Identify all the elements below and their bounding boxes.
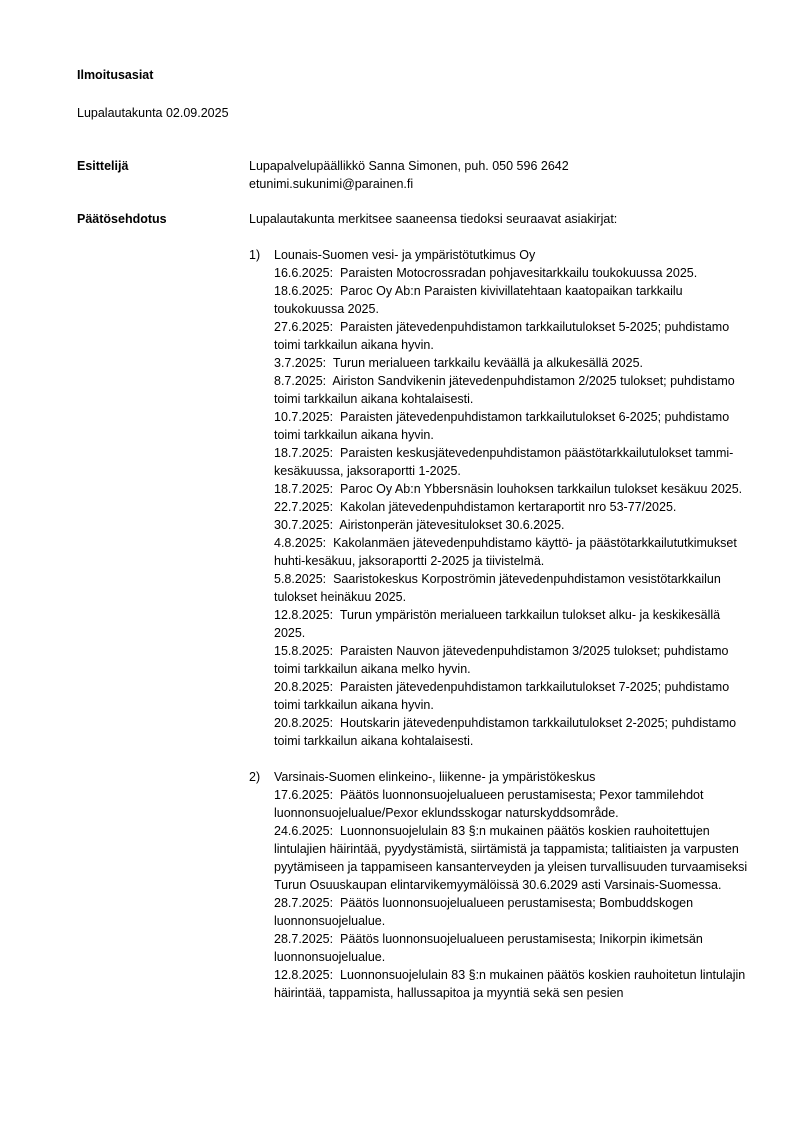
entry-text: Luonnonsuojelulain 83 §:n mukainen päätös koskien rauhoitettujen lintulajien häirintää, pyydystämistä, siirtämistä ja tappamista; talitiaisten ja varpusten pyytämiseen ja tappamiseen kansanterveyden ja yleisen turvallisuuden turvaamiseksi Turun Osuuskaupan elintarvikemyymälöissä 30.6.2029 asti Varsinais-Suomessa. bbox=[274, 824, 748, 892]
entry-date: 12.8.2025: bbox=[274, 968, 334, 982]
entry-text: Päätös luonnonsuojelualueen perustamisesta; Pexor tammilehdot luonnonsuojelualue/Pexor eklundsskogar naturskyddsområde. bbox=[274, 788, 704, 820]
entry-date: 18.6.2025: bbox=[274, 284, 334, 298]
document-heading: Ilmoitusasiat bbox=[77, 68, 154, 82]
entry-date: 20.8.2025: bbox=[274, 716, 334, 730]
document-entry bbox=[274, 966, 749, 1002]
presenter-email: etunimi.sukunimi@parainen.fi bbox=[249, 177, 414, 191]
presenter-label: Esittelijä bbox=[77, 159, 129, 173]
entry-date: 12.8.2025: bbox=[274, 608, 334, 622]
entry-date: 22.7.2025: bbox=[274, 500, 334, 514]
entry-date: 16.6.2025: bbox=[274, 266, 334, 280]
entry-date: 30.7.2025: bbox=[274, 518, 334, 532]
entry-date: 5.8.2025: bbox=[274, 572, 327, 586]
entry-text: Houtskarin jätevedenpuhdistamon tarkkailutulokset 2-2025; puhdistamo toimi tarkkailun aikana kohtalaisesti. bbox=[274, 716, 737, 748]
document-entry bbox=[274, 318, 749, 354]
entry-text: Paraisten jätevedenpuhdistamon tarkkailutulokset 5-2025; puhdistamo toimi tarkkailun aikana hyvin. bbox=[274, 320, 730, 352]
entry-date: 18.7.2025: bbox=[274, 482, 334, 496]
entry-date: 8.7.2025: bbox=[274, 374, 327, 388]
entry-date: 28.7.2025: bbox=[274, 896, 334, 910]
document-list bbox=[249, 246, 749, 1020]
document-entry bbox=[274, 606, 749, 642]
entry-text: Päätös luonnonsuojelualueen perustamisesta; Bombuddskogen luonnonsuojelualue. bbox=[274, 896, 694, 928]
entry-text: Airiston Sandvikenin jätevedenpuhdistamon 2/2025 tulokset; puhdistamo toimi tarkkailun aikana kohtalaisesti. bbox=[274, 374, 735, 406]
entry-date: 20.8.2025: bbox=[274, 680, 334, 694]
entry-date: 10.7.2025: bbox=[274, 410, 334, 424]
entry-date: 17.6.2025: bbox=[274, 788, 334, 802]
document-entry bbox=[274, 498, 749, 516]
entry-text: Paroc Oy Ab:n Ybbersnäsin louhoksen tarkkailun tulokset kesäkuu 2025. bbox=[340, 482, 743, 496]
entry-date: 4.8.2025: bbox=[274, 536, 327, 550]
list-item-body bbox=[274, 768, 749, 1002]
list-item-body bbox=[274, 246, 749, 750]
entry-date: 3.7.2025: bbox=[274, 356, 327, 370]
list-item bbox=[249, 246, 749, 750]
document-entry bbox=[274, 570, 749, 606]
organization-name: Varsinais-Suomen elinkeino-, liikenne- ja ympäristökeskus bbox=[274, 770, 596, 784]
entry-text: Paraisten Nauvon jätevedenpuhdistamon 3/2025 tulokset; puhdistamo toimi tarkkailun aikana melko hyvin. bbox=[274, 644, 729, 676]
document-entry bbox=[274, 894, 749, 930]
entry-date: 28.7.2025: bbox=[274, 932, 334, 946]
entry-text: Paraisten jätevedenpuhdistamon tarkkailutulokset 7-2025; puhdistamo toimi tarkkailun aikana hyvin. bbox=[274, 680, 730, 712]
entry-text: Paraisten keskusjätevedenpuhdistamon päästötarkkailutulokset tammi-kesäkuussa, jaksoraportti 1-2025. bbox=[274, 446, 734, 478]
entry-text: Turun ympäristön merialueen tarkkailun tulokset alku- ja keskikesällä 2025. bbox=[274, 608, 721, 640]
entry-text: Paroc Oy Ab:n Paraisten kivivillatehtaan kaatopaikan tarkkailu toukokuussa 2025. bbox=[274, 284, 683, 316]
document-entry bbox=[274, 930, 749, 966]
document-entry bbox=[274, 714, 749, 750]
entry-date: 18.7.2025: bbox=[274, 446, 334, 460]
entry-text: Luonnonsuojelulain 83 §:n mukainen päätös koskien rauhoitetun lintulajin häirintää, tappamista, hallussapitoa ja myyntiä sekä sen pesien bbox=[274, 968, 746, 1000]
document-entry bbox=[274, 534, 749, 570]
entry-date: 15.8.2025: bbox=[274, 644, 334, 658]
document-entry bbox=[274, 372, 749, 408]
proposal-intro: Lupalautakunta merkitsee saaneensa tiedoksi seuraavat asiakirjat: bbox=[249, 212, 618, 226]
presenter-info bbox=[249, 157, 569, 193]
document-entry bbox=[274, 516, 749, 534]
document-entry bbox=[274, 444, 749, 480]
meeting-line: Lupalautakunta 02.09.2025 bbox=[77, 106, 229, 120]
document-entry bbox=[274, 822, 749, 894]
organization-name: Lounais-Suomen vesi- ja ympäristötutkimus Oy bbox=[274, 248, 536, 262]
document-entry bbox=[274, 354, 749, 372]
document-entry bbox=[274, 786, 749, 822]
list-item-number: 1) bbox=[249, 248, 261, 262]
list-item bbox=[249, 768, 749, 1002]
entry-text: Turun merialueen tarkkailu keväällä ja alkukesällä 2025. bbox=[332, 356, 644, 370]
document-entry bbox=[274, 282, 749, 318]
entry-text: Kakolanmäen jätevedenpuhdistamo käyttö- ja päästötarkkailututkimukset huhti-kesäkuu, jaksoraportti 2-2025 ja tiivistelmä. bbox=[274, 536, 737, 568]
entry-text: Saaristokeskus Korpoströmin jätevedenpuhdistamon vesistötarkkailun tulokset heinäkuu 2025. bbox=[274, 572, 721, 604]
list-item-number: 2) bbox=[249, 770, 261, 784]
document-entry bbox=[274, 642, 749, 678]
document-entry bbox=[274, 264, 749, 282]
entry-text: Paraisten Motocrossradan pohjavesitarkkailu toukokuussa 2025. bbox=[340, 266, 698, 280]
document-entry bbox=[274, 408, 749, 444]
presenter-name: Lupapalvelupäällikkö Sanna Simonen, puh. 050 596 2642 bbox=[249, 159, 569, 173]
entry-text: Airistonperän jätevesitulokset 30.6.2025. bbox=[339, 518, 565, 532]
entry-text: Paraisten jätevedenpuhdistamon tarkkailutulokset 6-2025; puhdistamo toimi tarkkailun aikana hyvin. bbox=[274, 410, 730, 442]
document-entry bbox=[274, 480, 749, 498]
proposal-label: Päätösehdotus bbox=[77, 212, 167, 226]
entry-text: Päätös luonnonsuojelualueen perustamisesta; Inikorpin ikimetsän luonnonsuojelualue. bbox=[274, 932, 703, 964]
entry-date: 27.6.2025: bbox=[274, 320, 334, 334]
document-entry bbox=[274, 678, 749, 714]
entry-text: Kakolan jätevedenpuhdistamon kertaraportit nro 53-77/2025. bbox=[340, 500, 677, 514]
entry-date: 24.6.2025: bbox=[274, 824, 334, 838]
